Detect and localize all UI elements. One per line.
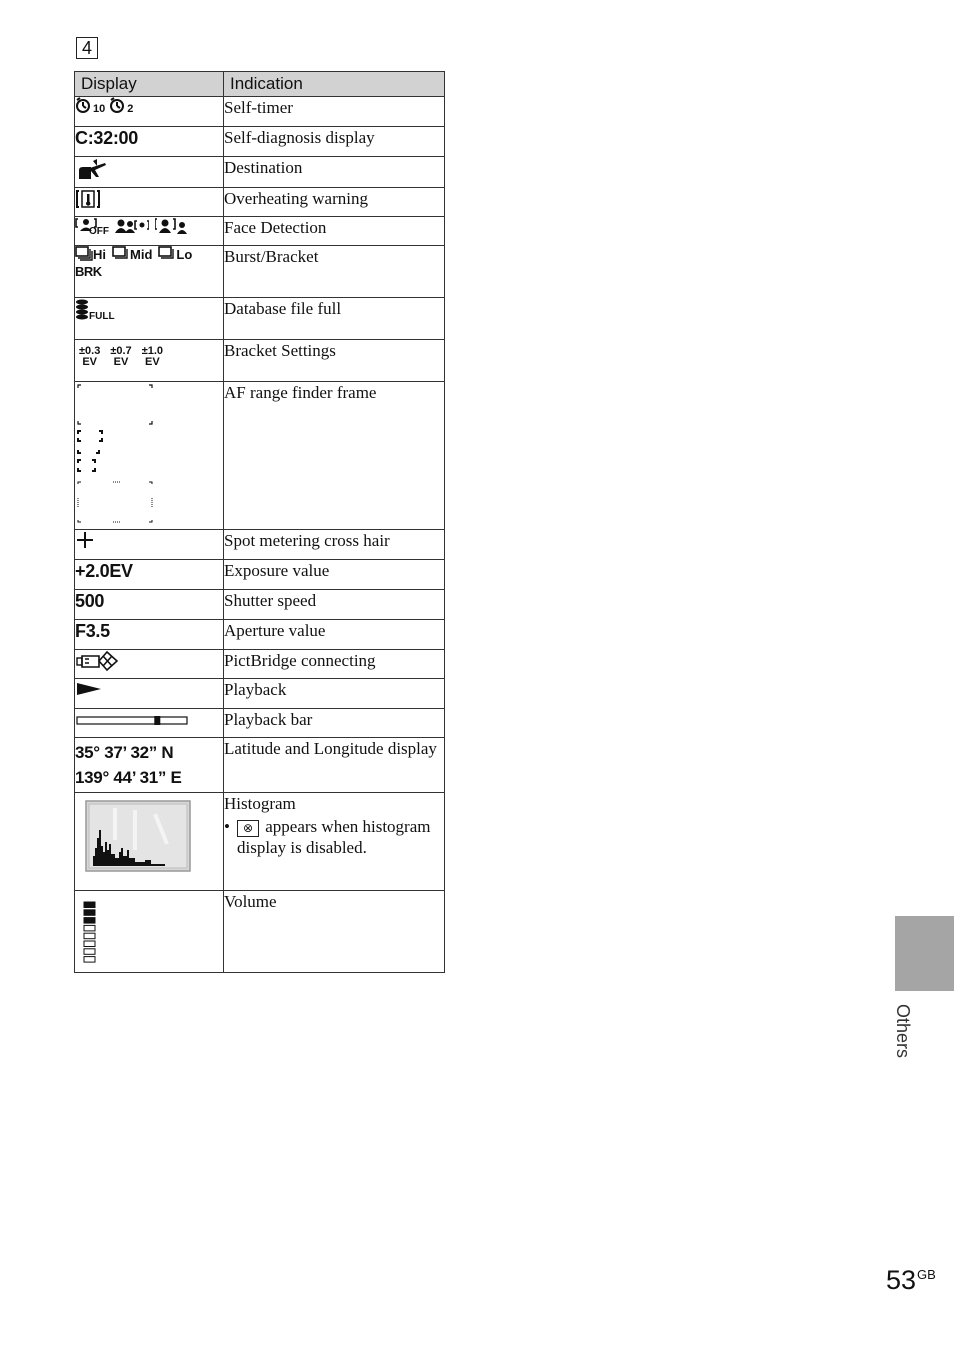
- indication-self-diagnosis: Self-diagnosis display: [224, 127, 445, 157]
- playback-icon: [75, 686, 103, 703]
- table-row: [75, 620, 445, 650]
- indication-table: [74, 71, 445, 973]
- volume-level-bar: [84, 949, 95, 955]
- table-row: [75, 650, 445, 679]
- table-row: [75, 530, 445, 560]
- table-header-row: [75, 72, 445, 97]
- header-indication: Indication: [224, 72, 445, 97]
- af-wide-frame-icon: [78, 385, 152, 424]
- playback-bar-marker: [154, 716, 160, 725]
- bracket-03ev-value: ±0.3: [79, 345, 101, 357]
- indication-shutter: Shutter speed: [224, 590, 445, 620]
- burst-mid-icon: [112, 246, 152, 262]
- volume-level-bar: [84, 933, 95, 939]
- burst-hi-icon: [75, 246, 106, 262]
- table-row: [75, 891, 445, 973]
- side-tab: [895, 916, 954, 991]
- volume-icon: [83, 901, 99, 965]
- indication-crosshair: Spot metering cross hair: [224, 530, 445, 560]
- indication-pictbridge: PictBridge connecting: [224, 650, 445, 679]
- destination-icon: [75, 168, 109, 185]
- indication-playback-bar: Playback bar: [224, 709, 445, 738]
- self-timer-10-icon: [75, 97, 105, 115]
- bracket-icon: BRK: [75, 264, 102, 279]
- bracket-07ev-icon: [110, 346, 131, 368]
- indication-playback: Playback: [224, 679, 445, 709]
- bracket-03ev-unit: EV: [82, 356, 98, 368]
- volume-level-bar: [84, 925, 95, 931]
- overheating-icon: [75, 197, 101, 214]
- indication-burst-bracket: Burst/Bracket: [224, 246, 445, 298]
- table-row: [75, 97, 445, 127]
- exposure-value: +2.0EV: [75, 561, 133, 581]
- indication-self-timer: Self-timer: [224, 97, 445, 127]
- latitude-value: 35° 37’ 32” N: [75, 743, 174, 762]
- database-full-label: FULL: [89, 311, 115, 322]
- indication-bracket-settings: Bracket Settings: [224, 340, 445, 382]
- longitude-value: 139° 44’ 31” E: [75, 768, 182, 787]
- table-row: [75, 157, 445, 188]
- side-tab-label: Others: [893, 1004, 913, 1059]
- bracket-07ev-value: ±0.7: [110, 345, 132, 357]
- bullet-dot: •: [224, 817, 230, 836]
- playback-bar-icon: [75, 709, 189, 731]
- table-row: [75, 590, 445, 620]
- volume-level-bar: [84, 941, 95, 947]
- histogram-disabled-icon: ⊗: [237, 820, 259, 837]
- volume-level-bar: [84, 910, 95, 916]
- bracket-10ev-icon: [142, 346, 163, 368]
- face-detection-child-icon: [115, 217, 149, 237]
- database-full-icon: [75, 298, 223, 322]
- indication-face-detection: Face Detection: [224, 217, 445, 246]
- self-diagnosis-code: C:32:00: [75, 128, 138, 148]
- table-row: [75, 382, 445, 530]
- table-row: [75, 298, 445, 340]
- aperture-value: F3.5: [75, 621, 110, 641]
- table-row: [75, 217, 445, 246]
- face-detection-adult-icon: [155, 217, 189, 237]
- table-row: [75, 793, 445, 891]
- af-center-frame-icon: [78, 431, 102, 441]
- page-number-value: 53: [886, 1265, 917, 1295]
- table-row: [75, 127, 445, 157]
- histogram-icon: [85, 800, 191, 872]
- volume-level-bar: [84, 957, 95, 963]
- header-display: Display: [75, 72, 224, 97]
- table-row: [75, 560, 445, 590]
- histogram-note: [224, 816, 444, 858]
- indication-exposure: Exposure value: [224, 560, 445, 590]
- face-detection-off-icon: [75, 217, 109, 237]
- table-row: [75, 246, 445, 298]
- volume-level-bar: [84, 918, 95, 924]
- indication-histogram: Histogram: [224, 794, 296, 813]
- page-number: [886, 1265, 936, 1296]
- burst-mid-label: Mid: [130, 247, 153, 262]
- self-timer-2-label: 2: [127, 103, 134, 115]
- volume-level-bar: [84, 902, 95, 908]
- bracket-10ev-unit: EV: [145, 356, 160, 368]
- table-row: [75, 340, 445, 382]
- page-number-suffix: GB: [917, 1267, 936, 1282]
- shutter-speed-value: 500: [75, 591, 105, 611]
- indication-destination: Destination: [224, 157, 445, 188]
- pictbridge-icon: [75, 659, 119, 676]
- table-row: [75, 188, 445, 217]
- bracket-07ev-unit: EV: [113, 356, 129, 368]
- self-timer-2-icon: [109, 97, 133, 115]
- bracket-03ev-icon: [79, 346, 100, 368]
- face-detection-off-label: OFF: [89, 226, 109, 237]
- burst-hi-label: Hi: [93, 247, 106, 262]
- table-row: [75, 709, 445, 738]
- af-dotted-frame-icon: [78, 482, 152, 522]
- indication-aperture: Aperture value: [224, 620, 445, 650]
- crosshair-icon: [75, 537, 95, 554]
- indication-af-frame: AF range finder frame: [224, 382, 445, 530]
- indication-lat-long: Latitude and Longitude display: [224, 738, 445, 793]
- table-row: [75, 679, 445, 709]
- indication-database-full: Database file full: [224, 298, 445, 340]
- section-number-box: 4: [76, 37, 98, 59]
- self-timer-10-label: 10: [93, 103, 106, 115]
- histogram-note-text: appears when histogram display is disabled.: [237, 817, 431, 857]
- indication-volume: Volume: [224, 891, 445, 973]
- burst-lo-icon: [158, 246, 192, 262]
- burst-lo-label: Lo: [176, 247, 193, 262]
- indication-overheating: Overheating warning: [224, 188, 445, 217]
- af-frames-group: [75, 382, 157, 524]
- af-spot-frame-icon: [78, 450, 99, 471]
- bracket-10ev-value: ±1.0: [141, 345, 164, 357]
- table-row: [75, 738, 445, 793]
